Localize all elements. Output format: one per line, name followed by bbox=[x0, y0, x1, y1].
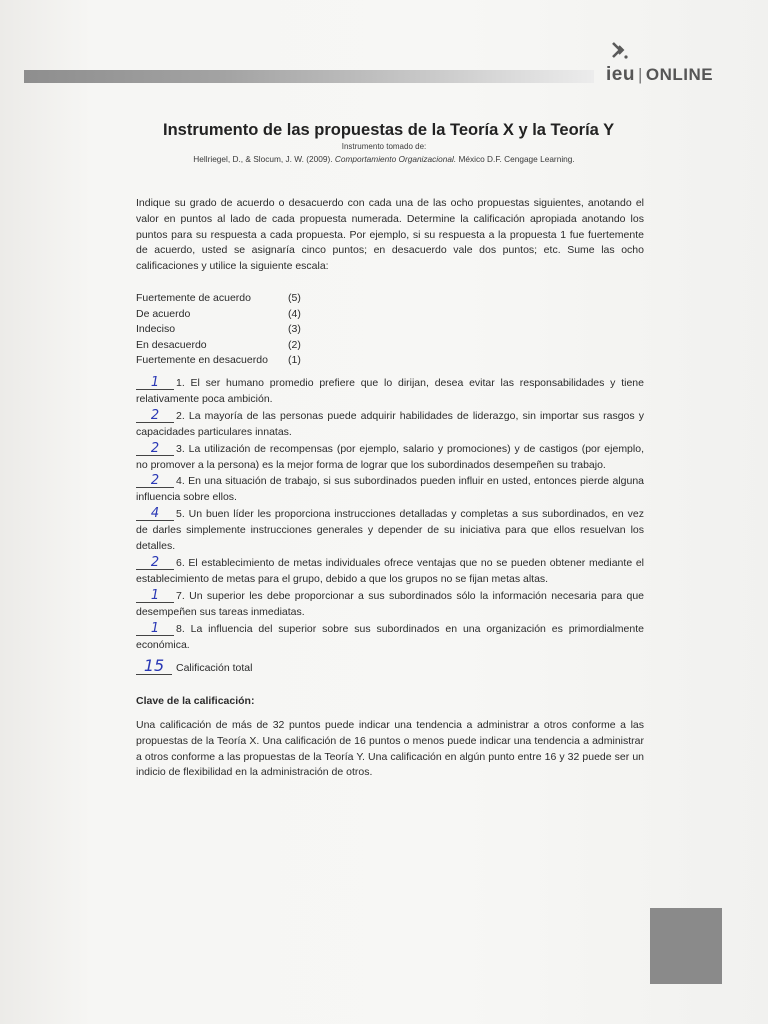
proposition-list bbox=[136, 376, 644, 654]
proposition-item bbox=[136, 622, 644, 654]
handwritten-answer: 2 bbox=[136, 557, 174, 570]
proposition-text: 5. Un buen líder les proporciona instrucciones detalladas y completas a sus subordinados, en vez de darles simplemente instrucciones generales y depender de su iniciativa para que ellos resuelvan los detalles. bbox=[136, 508, 644, 553]
handwritten-answer: 1 bbox=[136, 623, 174, 636]
rating-scale bbox=[136, 291, 336, 369]
ieu-online-logo bbox=[598, 40, 728, 86]
proposition-item bbox=[136, 442, 644, 474]
proposition-item bbox=[136, 409, 644, 441]
scale-label: De acuerdo bbox=[136, 307, 191, 320]
proposition-text: 6. El establecimiento de metas individuales ofrece ventajas que no se pueden obtener mediante el establecimiento de metas para el grupo, debido a que los grupos no se fijan metas altas. bbox=[136, 556, 644, 585]
proposition-text: 3. La utilización de recompensas (por ejemplo, salario y promociones) y de castigos (por ejemplo, no promover a la persona) es la mejor forma de lograr que los subordinados desempeñen su trabajo. bbox=[136, 442, 644, 471]
proposition-item bbox=[136, 474, 644, 506]
scale-row bbox=[136, 322, 336, 338]
logo-text bbox=[606, 64, 713, 86]
scale-row bbox=[136, 338, 336, 354]
citation-authors: Hellriegel, D., & Slocum, J. W. (2009). bbox=[193, 154, 333, 164]
total-label: Calificación total bbox=[176, 662, 253, 674]
proposition-text: 2. La mayoría de las personas puede adquirir habilidades de liderazgo, sin importar sus rasgos y capacidades particulares innatas. bbox=[136, 409, 644, 438]
handwritten-answer: 2 bbox=[136, 475, 174, 488]
total-score bbox=[136, 658, 336, 675]
scale-value: (2) bbox=[288, 338, 301, 351]
document-title: Instrumento de las propuestas de la Teoría X y la Teoría Y bbox=[163, 121, 615, 139]
citation-publisher: México D.F. Cengage Learning. bbox=[458, 154, 575, 164]
scale-label: En desacuerdo bbox=[136, 338, 207, 351]
scale-label: Fuertemente de acuerdo bbox=[136, 292, 251, 304]
document-subtitle: Instrumento tomado de: bbox=[341, 142, 427, 151]
handwritten-answer: 2 bbox=[136, 410, 174, 423]
proposition-text: 8. La influencia del superior sobre sus subordinados en una organización es primordialmente económica. bbox=[136, 622, 644, 651]
handwritten-total: 15 bbox=[136, 658, 172, 675]
logo-online: ONLINE bbox=[645, 65, 714, 84]
scale-value: (5) bbox=[288, 292, 301, 304]
handwritten-answer: 1 bbox=[136, 590, 174, 603]
scale-value: (4) bbox=[288, 307, 301, 320]
scale-value: (1) bbox=[288, 354, 301, 367]
proposition-item bbox=[136, 507, 644, 555]
proposition-text: 1. El ser humano promedio prefiere que lo dirijan, desea evitar las responsabilidades y tiene relativamente poca ambición. bbox=[136, 377, 644, 405]
citation bbox=[0, 154, 768, 164]
scoring-key-heading: Clave de la calificación: bbox=[136, 695, 255, 707]
scale-row bbox=[136, 291, 336, 307]
scale-row bbox=[136, 307, 336, 323]
scale-label: Indeciso bbox=[136, 323, 176, 336]
scale-label: Fuertemente en desacuerdo bbox=[136, 354, 268, 367]
scale-value: (3) bbox=[288, 323, 301, 336]
scoring-key-paragraph: Una calificación de más de 32 puntos puede indicar una tendencia a administrar a otros conforme a las propuestas de la Teoría X. Una calificación de 16 puntos o menos puede indicar una tendencia a administrar a otros conforme a las propuestas de la Teoría Y. Una calificación en algún punto entre 16 y 32 puede ser un indicio de flexibilidad en la administración de otros. bbox=[136, 719, 644, 779]
handwritten-answer: 4 bbox=[136, 508, 174, 521]
proposition-text: 7. Un superior les debe proporcionar a sus subordinados sólo la información necesaria para que desempeñen sus tareas inmediatas. bbox=[136, 589, 644, 618]
logo-separator: | bbox=[637, 65, 643, 84]
proposition-item bbox=[136, 556, 644, 588]
logo-ieu: ieu bbox=[606, 64, 635, 85]
proposition-item bbox=[136, 589, 644, 621]
proposition-item bbox=[136, 376, 644, 408]
citation-work: Comportamiento Organizacional. bbox=[334, 154, 457, 164]
logo-chevron-icon bbox=[610, 40, 632, 62]
instructions-paragraph: Indique su grado de acuerdo o desacuerdo con cada una de las ocho propuestas siguientes, anotando el valor en puntos al lado de cada propuesta numerada. Determine la calificación apropiada anotando los puntos para su respuesta a cada propuesta. Por ejemplo, si su respuesta a la propuesta 1 fue fuertemente de acuerdo, usted se asignaría cinco puntos; en desacuerdo vale dos puntos; etc. Sume las ocho calificaciones y utilice la siguiente escala: bbox=[136, 197, 644, 273]
scale-row bbox=[136, 353, 336, 369]
gray-square-mark bbox=[650, 908, 722, 984]
proposition-text: 4. En una situación de trabajo, si sus subordinados pueden influir en usted, entonces pierde alguna influencia sobre ellos. bbox=[136, 475, 644, 504]
handwritten-answer: 1 bbox=[136, 377, 174, 390]
header-band bbox=[24, 70, 594, 83]
handwritten-answer: 2 bbox=[136, 443, 174, 456]
